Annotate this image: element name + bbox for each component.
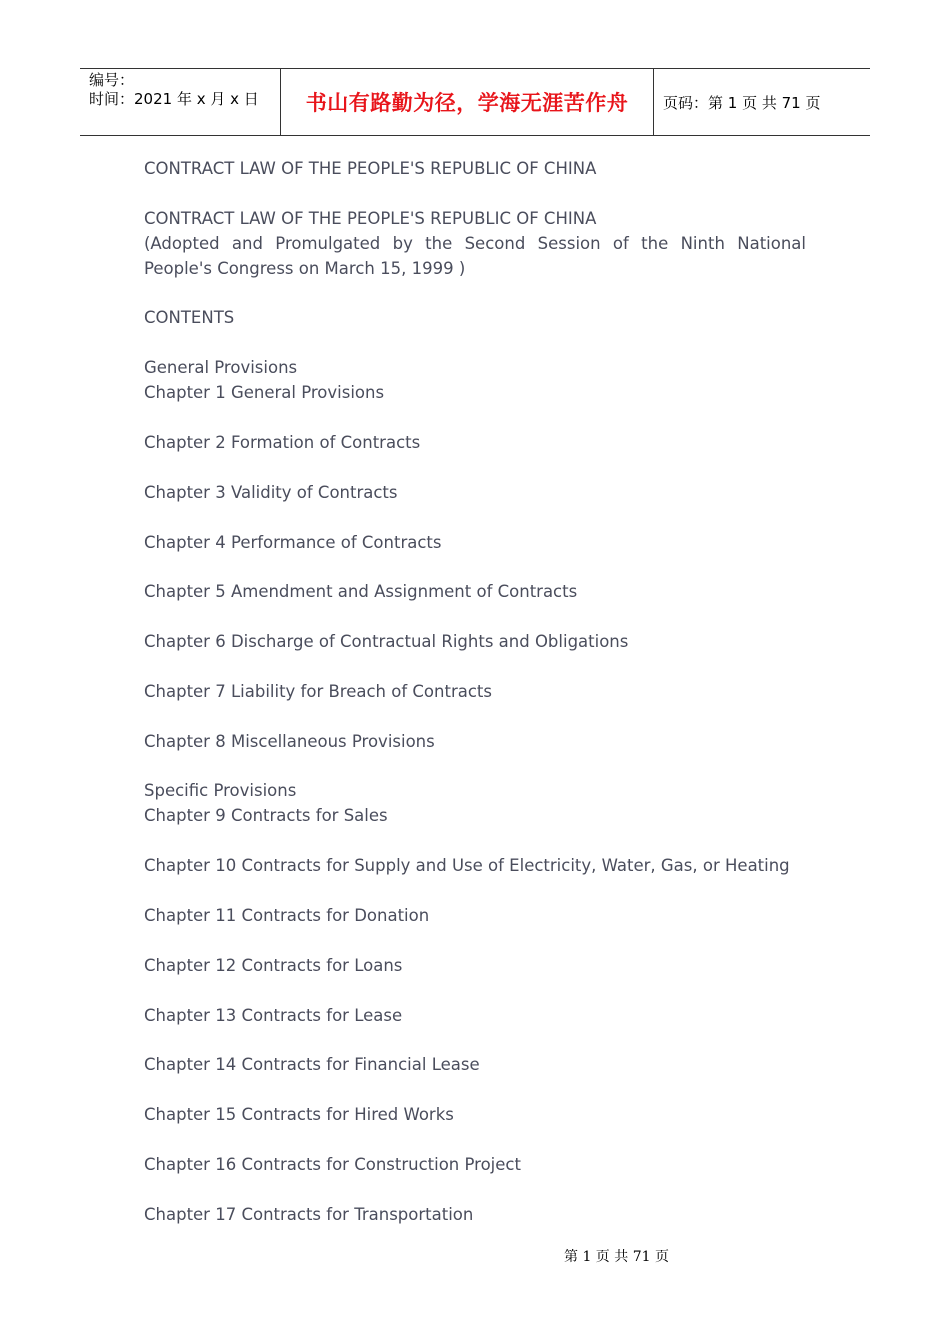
toc-item: Chapter 3 Validity of Contracts <box>144 482 398 502</box>
footer-page-number: 第 1 页 共 71 页 <box>564 1249 669 1265</box>
toc-item: Chapter 9 Contracts for Sales <box>144 806 388 826</box>
toc-item: Chapter 11 Contracts for Donation <box>144 905 430 925</box>
toc-item: Chapter 12 Contracts for Loans <box>144 955 403 975</box>
document-title-repeat: CONTRACT LAW OF THE PEOPLE'S REPUBLIC OF CHINA <box>144 208 597 228</box>
toc-item: Chapter 10 Contracts for Supply and Use of Electricity, Water, Gas, or Heating <box>144 856 790 876</box>
toc-item: Chapter 6 Discharge of Contractual Rights and Obligations <box>144 632 629 652</box>
toc-item: Chapter 8 Miscellaneous Provisions <box>144 731 435 751</box>
toc-item: Chapter 15 Contracts for Hired Works <box>144 1105 454 1125</box>
header-motto: 书山有路勤为径，学海无涯苦作舟 <box>281 69 654 135</box>
toc-item: Chapter 7 Liability for Breach of Contracts <box>144 681 492 701</box>
header-meta <box>80 69 281 135</box>
time-label: 时间：2021 年 x 月 x 日 <box>89 90 259 108</box>
toc-item: Chapter 13 Contracts for Lease <box>144 1005 403 1025</box>
header-page-info: 页码：第 1 页 共 71 页 <box>663 93 821 112</box>
document-body <box>144 157 806 1228</box>
toc-item: Chapter 14 Contracts for Financial Lease <box>144 1055 480 1075</box>
specific-provisions-heading: Specific Provisions <box>144 781 297 801</box>
document-title: CONTRACT LAW OF THE PEOPLE'S REPUBLIC OF CHINA <box>144 159 597 178</box>
page-header <box>80 68 870 136</box>
toc-item: Chapter 2 Formation of Contracts <box>144 432 421 452</box>
contents-heading: CONTENTS <box>144 308 235 328</box>
adoption-note: (Adopted and Promulgated by the Second Session of the Ninth National People's Congress on March 15, 1999 ) <box>144 233 806 278</box>
toc-item: Chapter 17 Contracts for Transportation <box>144 1204 474 1224</box>
toc-item: Chapter 16 Contracts for Construction Project <box>144 1154 521 1174</box>
toc-item: Chapter 5 Amendment and Assignment of Contracts <box>144 582 578 602</box>
toc-item: Chapter 4 Performance of Contracts <box>144 532 442 552</box>
toc-item: Chapter 1 General Provisions <box>144 383 385 403</box>
general-provisions-heading: General Provisions <box>144 358 298 378</box>
number-label: 编号： <box>89 71 135 89</box>
